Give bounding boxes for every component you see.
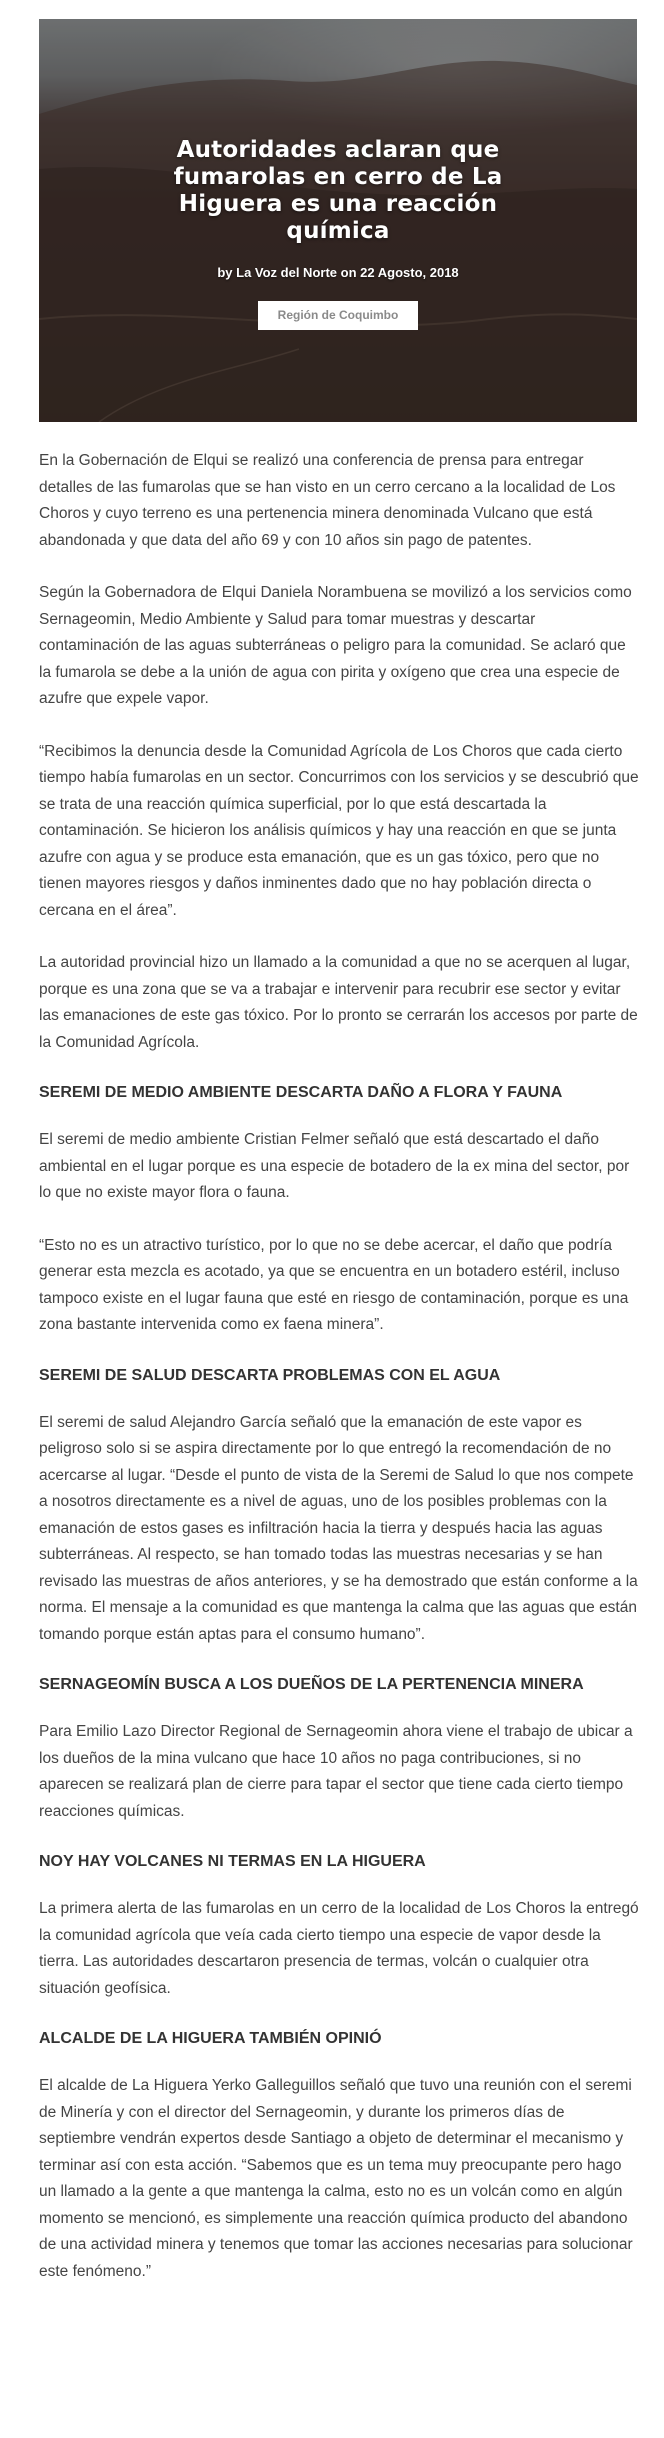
article-paragraph: La autoridad provincial hizo un llamado a la comunidad a que no se acerquen al lugar, porque es una zona que se va a trabajar e intervenir para recubrir ese sector y evitar las emanaciones de este gas tóxico. Por lo pronto se cerrarán los accesos por parte de la Comunidad Agrícola. (39, 954, 638, 1051)
section-heading: SEREMI DE SALUD DESCARTA PROBLEMAS CON EL AGUA (39, 1366, 501, 1384)
article-meta (39, 265, 637, 280)
article-body (39, 448, 639, 2311)
hero-content (39, 137, 637, 330)
article-paragraph: El seremi de medio ambiente Cristian Felmer señaló que está descartado el daño ambiental en el lugar porque es una especie de botadero de la ex mina del sector, por lo que no existe mayor flora o fauna. (39, 1131, 630, 1201)
article-paragraph: Según la Gobernadora de Elqui Daniela Norambuena se movilizó a los servicios como Sernageomin, Medio Ambiente y Salud para tomar muestras y descartar contaminación de las aguas subterráneas o peligro para la comunidad. Se aclaró que la fumarola se debe a la unión de agua con pirita y oxígeno que crea una especie de azufre que expele vapor. (39, 584, 632, 707)
section-heading: SERNAGEOMÍN BUSCA A LOS DUEÑOS DE LA PERTENENCIA MINERA (39, 1676, 584, 1693)
meta-by: by (217, 265, 233, 280)
section-heading: SEREMI DE MEDIO AMBIENTE DESCARTA DAÑO A FLORA Y FAUNA (39, 1084, 563, 1101)
article-title: Autoridades aclaran que fumarolas en cerro de La Higuera es una reacción química (173, 137, 503, 244)
category-button[interactable]: Región de Coquimbo (258, 301, 418, 330)
hero-banner (39, 19, 637, 422)
article-paragraph: El alcalde de La Higuera Yerko Galleguillos señaló que tuvo una reunión con el seremi de Minería y con el director del Sernageomin, y durante los primeros días de septiembre vendrán expertos desde Santiago a objeto de determinar el mecanismo y terminar así con esta acción. “Sabemos que es un tema muy preocupante pero hago un llamado a la gente a que mantenga la calma, esto no es un volcán como en algún momento se mencionó, es simplemente una reacción química producto del abandono de una actividad minera y tenemos que tomar las acciones necesarias para solucionar este fenómeno.” (39, 2077, 633, 2280)
section-heading: ALCALDE DE LA HIGUERA TAMBIÉN OPINIÓ (39, 2030, 382, 2047)
article-paragraph: “Recibimos la denuncia desde la Comunidad Agrícola de Los Choros que cada cierto tiempo había fumarolas en un sector. Concurrimos con los servicios y se descubrió que se trata de una reacción química superficial, por lo que está descartada la contaminación. Se hicieron los análisis químicos y hay una reacción en que se junta azufre con agua y se produce esta emanación, que es un gas tóxico, pero que no tienen mayores riesgos y daños inminentes dado que no hay población directa o cercana en el área”. (39, 742, 639, 919)
article-paragraph: “Esto no es un atractivo turístico, por lo que no se debe acercar, el daño que podría generar esta mezcla es acotado, ya que se encuentra en un botadero estéril, incluso tampoco existe en el lugar fauna que esté en riesgo de contaminación, porque es una zona bastante intervenida como ex faena minera”. (39, 1236, 629, 1333)
article-paragraph: Para Emilio Lazo Director Regional de Sernageomin ahora viene el trabajo de ubicar a los dueños de la mina vulcano que hace 10 años no paga contribuciones, si no aparecen se realizará plan de cierre para tapar el sector que tiene cada cierto tiempo reacciones químicas. (39, 1723, 633, 1820)
section-heading: NOY HAY VOLCANES NI TERMAS EN LA HIGUERA (39, 1853, 426, 1870)
publish-date: 22 Agosto, 2018 (360, 265, 459, 280)
article-paragraph: En la Gobernación de Elqui se realizó una conferencia de prensa para entregar detalles de las fumarolas que se han visto en un cerro cercano a la localidad de Los Choros y cuyo terreno es una pertenencia minera denominada Vulcano que está abandonada y que data del año 69 y con 10 años sin pago de patentes. (39, 452, 616, 549)
article-paragraph: El seremi de salud Alejandro García señaló que la emanación de este vapor es peligroso solo si se aspira directamente por lo que entregó la recomendación de no acercarse al lugar. “Desde el punto de vista de la Seremi de Salud lo que nos compete a nosotros directamente es a nivel de aguas, uno de los posibles problemas con la emanación de estos gases es infiltración hacia la tierra y después hacia las aguas subterráneas. Al respecto, se han tomado todas las muestras necesarias y se han revisado las muestras de años anteriores, y se ha demostrado que están conforme a la norma. El mensaje a la comunidad es que mantenga la calma que las aguas que están tomando porque están aptas para el consumo humano”. (39, 1413, 638, 1643)
meta-on: on (340, 265, 357, 280)
author-link[interactable]: La Voz del Norte (236, 265, 338, 280)
article-paragraph: La primera alerta de las fumarolas en un cerro de la localidad de Los Choros la entregó la comunidad agrícola que veía cada cierto tiempo una especie de vapor desde la tierra. Las autoridades descartaron presencia de termas, volcán o cualquier otra situación geofísica. (39, 1900, 639, 1997)
